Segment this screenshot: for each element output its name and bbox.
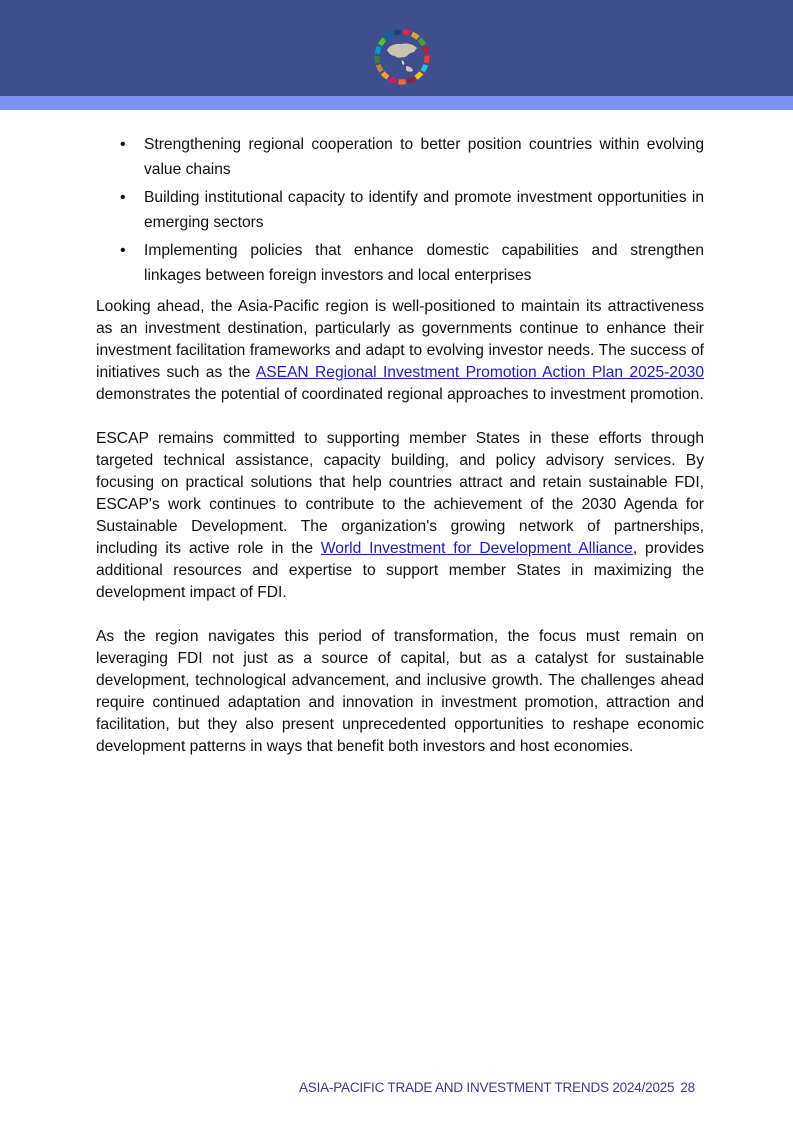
sdg-ring-segment bbox=[420, 39, 424, 45]
sdg-ring-segment bbox=[425, 47, 427, 54]
sdg-ring-segment bbox=[378, 65, 381, 71]
sdg-ring-segment bbox=[416, 73, 421, 78]
paragraph-looking-ahead: Looking ahead, the Asia-Pacific region is well-positioned to maintain its attractiveness as an investment destination, particularly as governments continue to enhance their investment facilitation frameworks and adapt to evolving investor needs. The success of initiatives such as the ASEAN Regional Investment Promotion Action Plan 2025-2030 demonstrates the potential of coordinated regional approaches to investment promotion. bbox=[96, 298, 704, 403]
sdg-ring-segment bbox=[403, 32, 410, 33]
list-item: • Strengthening regional cooperation to better position countries within evolving value chains bbox=[96, 132, 704, 182]
bullet-icon: • bbox=[120, 136, 126, 153]
sdg-ring-segment bbox=[390, 79, 397, 82]
sdg-ring-segment bbox=[383, 73, 388, 78]
sdg-ring-segment bbox=[408, 79, 415, 82]
footer-title: ASIA-PACIFIC TRADE AND INVESTMENT TRENDS 2024/2025 bbox=[299, 1080, 675, 1095]
paragraph-escap-commitment: ESCAP remains committed to supporting member States in these efforts through targeted technical assistance, capacity building, and policy advisory services. By focusing on practical solutions that help countries attract and retain sustainable FDI, ESCAP's work continues to contribute to the achievement of the 2030 Agenda for Sustainable Development. The organization's growing network of partnerships, including its active role in the World Investment for Development Alliance, provides additional resources and expertise to support member States in maximizing the development impact of FDI. bbox=[96, 430, 704, 601]
sdg-ring-segment bbox=[423, 65, 426, 71]
wida-link[interactable]: World Investment for Development Alliance bbox=[320, 540, 633, 557]
header-accent-band bbox=[0, 96, 793, 110]
page-number: 28 bbox=[680, 1080, 695, 1095]
sdg-ring-segment bbox=[377, 56, 378, 63]
list-item: • Building institutional capacity to identify and promote investment opportunities in emerging sectors bbox=[96, 185, 704, 235]
page-footer bbox=[0, 1080, 695, 1095]
sdg-ring-segment bbox=[380, 39, 384, 45]
page-header bbox=[0, 0, 793, 96]
sdg-ring-segment bbox=[386, 34, 392, 38]
paragraph-transformation: As the region navigates this period of transformation, the focus must remain on leveraging FDI not just as a source of capital, but as a catalyst for sustainable development, technological advancement, and inclusive growth. The challenges ahead require continued adaptation and innovation in investment promotion, attraction and facilitation, but they also present unprecedented opportunities to reshape economic development patterns in ways that benefit both investors and host economies. bbox=[96, 628, 704, 755]
asean-action-plan-link[interactable]: ASEAN Regional Investment Promotion Action Plan 2025-2030 bbox=[255, 364, 704, 381]
sdg-ring-segment bbox=[394, 32, 401, 33]
document-body bbox=[96, 132, 704, 780]
sdg-ring-segment bbox=[426, 56, 427, 63]
sdg-ring-segment bbox=[377, 47, 379, 54]
bullet-icon: • bbox=[120, 242, 126, 259]
bullet-list bbox=[96, 132, 704, 288]
sdg-ring-segment bbox=[412, 34, 418, 38]
bullet-icon: • bbox=[120, 189, 126, 206]
list-item: • Implementing policies that enhance domestic capabilities and strengthen linkages between foreign investors and local enterprises bbox=[96, 238, 704, 288]
un-escap-globe-sdg-ring-icon bbox=[371, 26, 433, 88]
